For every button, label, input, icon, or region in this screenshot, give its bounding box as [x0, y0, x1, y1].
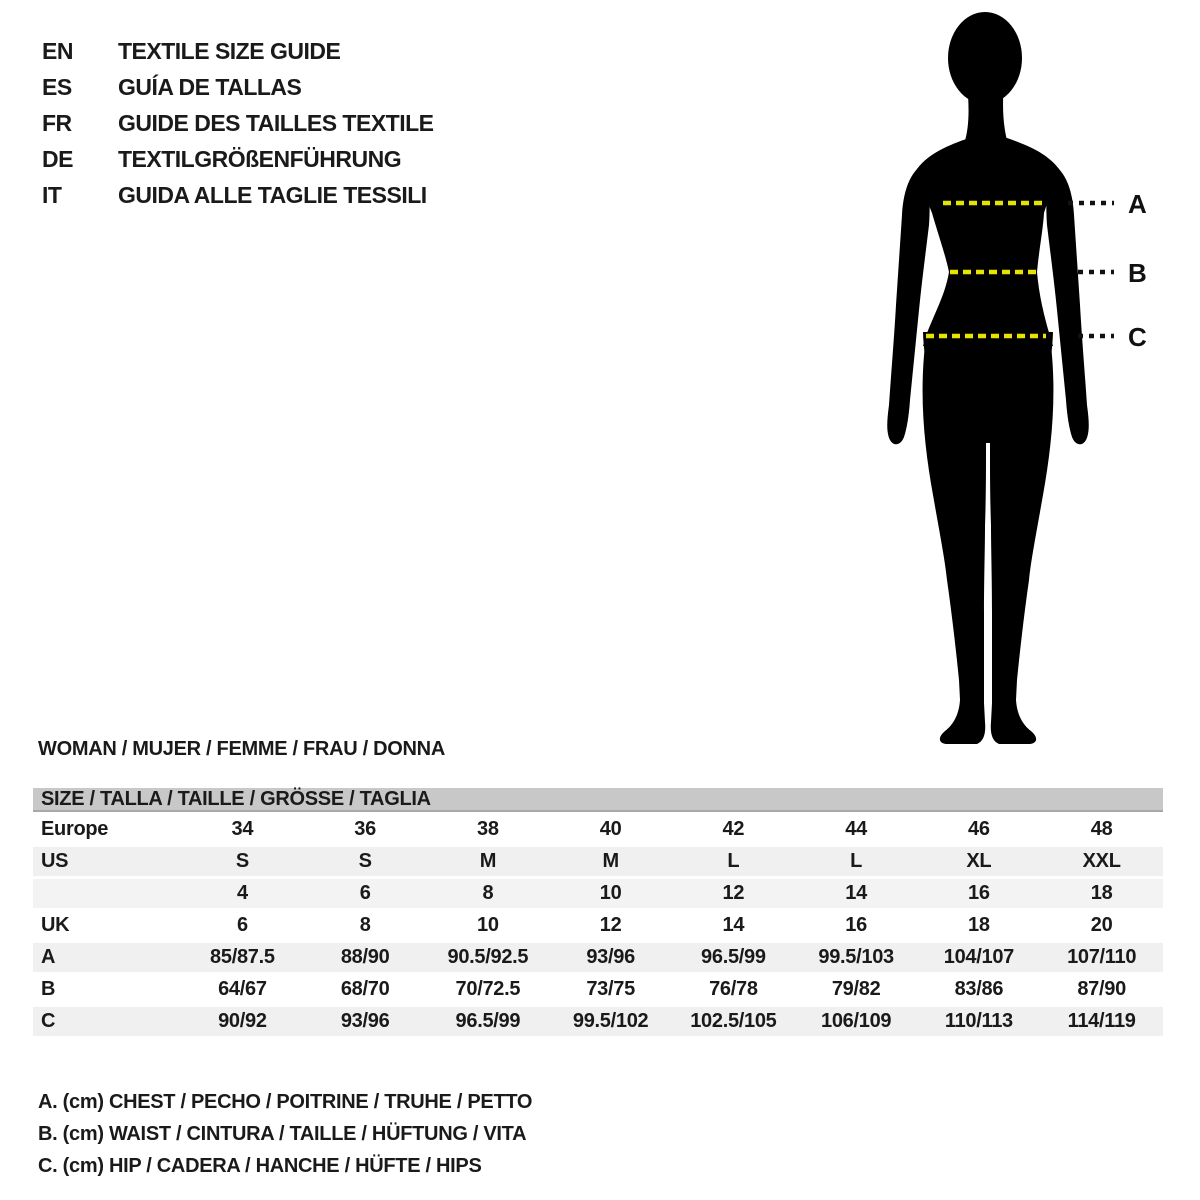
table-cell: 42	[722, 818, 745, 840]
legend-line: C. (cm) HIP / CADERA / HANCHE / HÜFTE / HIPS	[38, 1154, 482, 1177]
row-label: B	[41, 978, 56, 1000]
table-cell: 38	[477, 818, 499, 840]
language-title: TEXTILE SIZE GUIDE	[118, 37, 341, 64]
table-cell: 87/90	[1077, 978, 1126, 1000]
table-cell: 107/110	[1067, 946, 1137, 968]
table-cell: 88/90	[340, 946, 390, 968]
row-label: C	[41, 1010, 56, 1032]
table-cell: XXL	[1082, 850, 1121, 872]
language-code: FR	[42, 109, 72, 136]
language-code: EN	[42, 37, 73, 64]
table-cell: 85/87.5	[210, 946, 275, 968]
table-cell: 70/72.5	[455, 978, 521, 1000]
language-code: ES	[42, 73, 72, 100]
table-cell: 4	[236, 882, 248, 904]
measurement-line-A	[943, 189, 1147, 219]
silhouette-torso	[917, 138, 1059, 346]
table-cell: 6	[236, 914, 248, 936]
table-cell: 104/107	[943, 946, 1014, 968]
table-cell: 8	[482, 882, 494, 904]
table-cell: 18	[968, 914, 990, 936]
table-row	[33, 911, 1163, 940]
table-cell: 83/86	[954, 978, 1004, 1000]
row-label: US	[41, 850, 69, 872]
table-row	[33, 815, 1163, 844]
table-row	[33, 1007, 1163, 1036]
table-cell: 36	[354, 818, 376, 840]
language-title: GUIDE DES TAILLES TEXTILE	[118, 109, 434, 136]
language-title-list	[42, 33, 434, 213]
silhouette-neck	[964, 82, 1008, 144]
table-row	[33, 847, 1163, 876]
table-cell: 96.5/99	[701, 946, 766, 968]
table-row	[33, 943, 1163, 972]
table-row	[33, 879, 1163, 908]
table-cell: 64/67	[218, 978, 267, 1000]
table-cell: 110/113	[944, 1010, 1013, 1032]
table-cell: 34	[231, 818, 254, 840]
language-row	[42, 141, 434, 177]
silhouette-left-arm	[887, 168, 929, 444]
silhouette-right-leg	[990, 345, 1053, 744]
language-code: IT	[42, 181, 62, 208]
table-cell: S	[235, 850, 249, 872]
label-B: B	[1128, 258, 1147, 288]
measurement-line-C	[926, 322, 1147, 352]
size-table-header	[33, 788, 1163, 812]
legend-line: A. (cm) CHEST / PECHO / POITRINE / TRUHE / PETTO	[38, 1090, 533, 1113]
table-cell: 76/78	[709, 978, 758, 1000]
size-table-body	[33, 815, 1163, 1036]
language-title: TEXTILGRÖßENFÜHRUNG	[118, 145, 402, 172]
table-cell: L	[727, 850, 740, 872]
language-title: GUIDA ALLE TAGLIE TESSILI	[118, 181, 427, 208]
table-cell: 44	[845, 818, 867, 840]
table-cell: 90.5/92.5	[447, 946, 529, 968]
silhouette-body	[887, 12, 1089, 744]
table-cell: 12	[722, 882, 745, 904]
table-cell: 106/109	[821, 1010, 892, 1032]
legend-line: B. (cm) WAIST / CINTURA / TAILLE / HÜFTUNG / VITA	[38, 1122, 527, 1145]
table-cell: 6	[359, 882, 371, 904]
table-cell: 79/82	[831, 978, 881, 1000]
table-cell: 40	[599, 818, 622, 840]
table-cell: 93/96	[340, 1010, 390, 1032]
label-C: C	[1128, 322, 1147, 352]
table-cell: 99.5/102	[572, 1010, 649, 1032]
row-label: UK	[41, 914, 70, 936]
silhouette-left-leg	[923, 345, 986, 744]
language-code: DE	[42, 145, 73, 172]
table-cell: 93/96	[586, 946, 635, 968]
table-cell: 18	[1090, 882, 1113, 904]
language-row	[42, 69, 434, 105]
size-table	[33, 788, 1163, 1036]
language-row	[42, 105, 434, 141]
table-cell: 99.5/103	[818, 946, 894, 968]
table-cell: S	[358, 850, 372, 872]
measurement-legend	[38, 1086, 532, 1182]
table-cell: 20	[1090, 914, 1113, 936]
table-cell: 8	[359, 914, 371, 936]
table-row	[33, 975, 1163, 1004]
silhouette-right-arm	[1046, 168, 1088, 444]
table-cell: 12	[599, 914, 622, 936]
table-cell: 68/70	[340, 978, 390, 1000]
table-cell: 46	[968, 818, 990, 840]
row-label: A	[41, 946, 56, 968]
table-cell: 14	[722, 914, 745, 936]
size-table-header-label: SIZE / TALLA / TAILLE / GRÖSSE / TAGLIA	[41, 787, 431, 810]
table-cell: 10	[477, 914, 499, 936]
table-cell: L	[850, 850, 863, 872]
table-cell: 102.5/105	[690, 1010, 777, 1032]
table-cell: 16	[968, 882, 990, 904]
language-row	[42, 33, 434, 69]
silhouette-head	[948, 12, 1022, 104]
table-cell: M	[602, 850, 619, 872]
table-cell: M	[479, 850, 497, 872]
table-cell: 114/119	[1067, 1010, 1136, 1032]
table-cell: 16	[845, 914, 867, 936]
language-row	[42, 177, 434, 213]
table-cell: 14	[845, 882, 867, 904]
table-cell: XL	[966, 850, 992, 872]
measurement-line-B	[950, 258, 1147, 288]
table-cell: 48	[1090, 818, 1113, 840]
label-A: A	[1128, 189, 1147, 219]
table-cell: 90/92	[218, 1010, 267, 1032]
silhouette-pelvis	[923, 332, 1053, 443]
table-cell: 73/75	[586, 978, 635, 1000]
row-label: Europe	[41, 818, 109, 840]
gender-heading: WOMAN / MUJER / FEMME / FRAU / DONNA	[38, 738, 445, 760]
table-cell: 10	[599, 882, 622, 904]
table-cell: 96.5/99	[455, 1010, 521, 1032]
language-title: GUÍA DE TALLAS	[118, 73, 302, 100]
